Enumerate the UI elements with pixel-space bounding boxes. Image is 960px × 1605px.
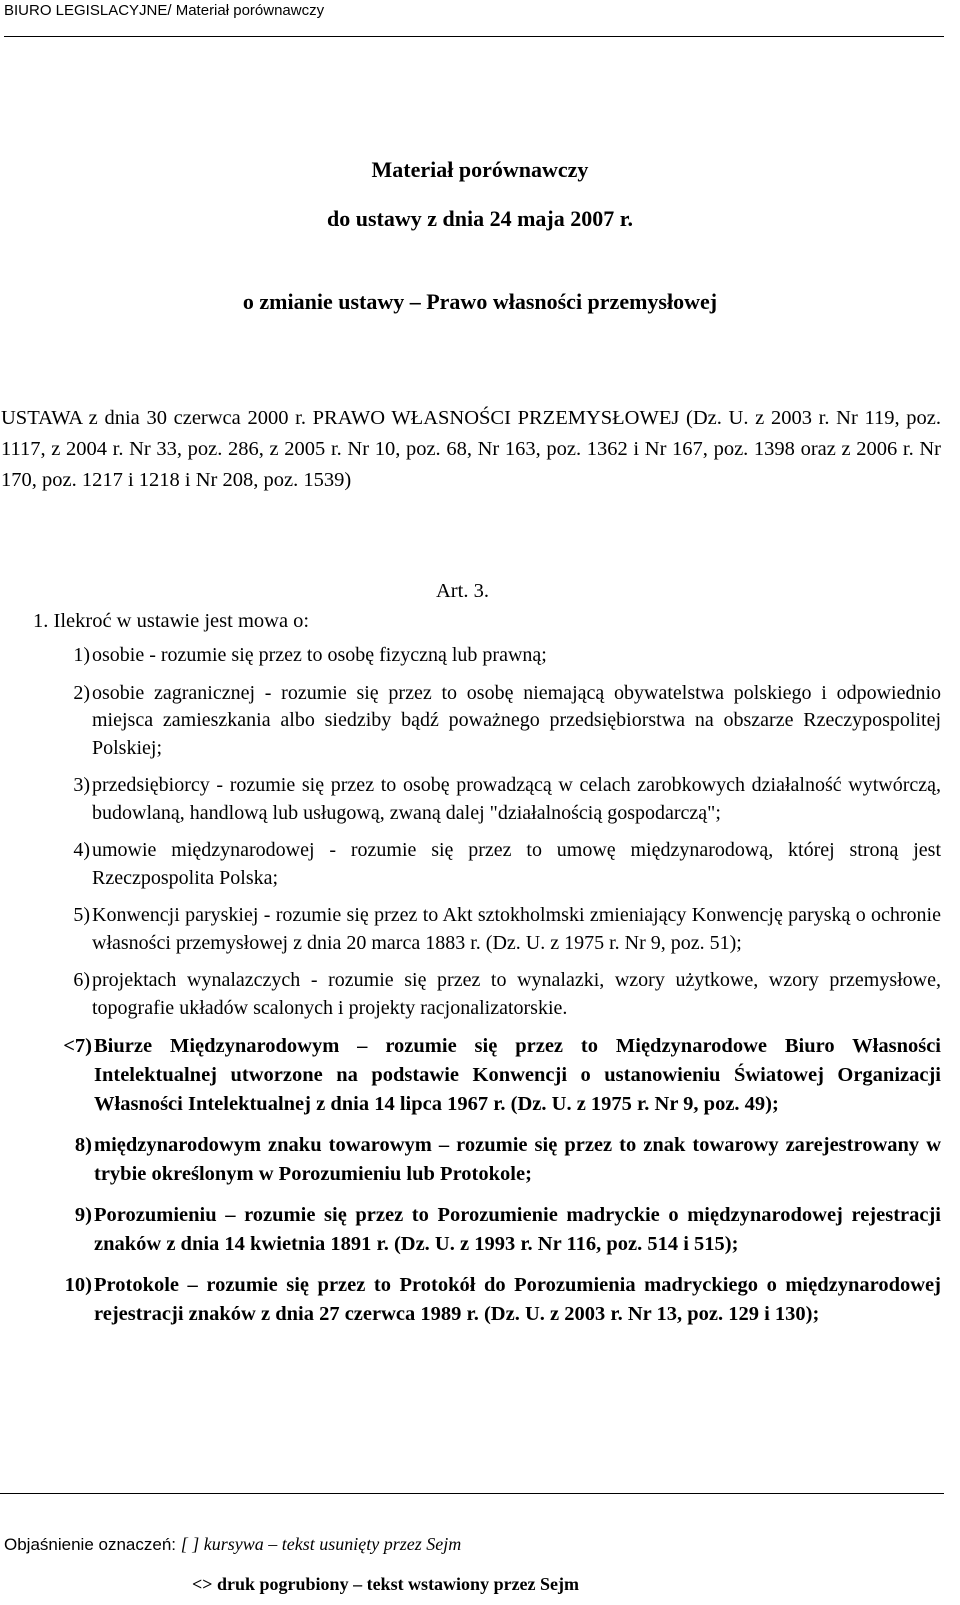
definitions-list [56, 642, 941, 1341]
item-text: Biurze Międzynarodowym – rozumie się przez to Międzynarodowe Biuro Własności Intelektualnej utworzone na podstawie Konwencji o ustanowieniu Światowej Organizacji Własności Intelektualnej z dnia 14 lipca 1967 r. (Dz. U. z 1975 r. Nr 9, poz. 49); [94, 1035, 941, 1115]
header-text: BIURO LEGISLACYJNE/ Materiał porównawczy [4, 2, 325, 19]
page-header [4, 0, 944, 37]
article-title: Art. 3. [436, 580, 489, 602]
item-number: <7) [63, 1035, 92, 1057]
list-item [56, 902, 941, 957]
legend-italic: [ ] kursywa – tekst usunięty przez Sejm [180, 1534, 462, 1554]
item-number: 3) [73, 774, 90, 796]
item-number: 6) [73, 969, 90, 991]
legend-bold: <> druk pogrubiony – tekst wstawiony przez Sejm [192, 1574, 580, 1594]
list-item [56, 837, 941, 892]
item-text: przedsiębiorcy - rozumie się przez to osobę prowadzącą w celach zarobkowych działalność wytwórczą, budowlaną, handlową lub usługową, zwaną dalej "działalnością gospodarczą"; [92, 774, 941, 824]
item-number: 10) [64, 1274, 92, 1296]
item-text: osobie - rozumie się przez to osobę fizyczną lub prawną; [92, 644, 547, 666]
item-text: Porozumieniu – rozumie się przez to Porozumienie madryckie o międzynarodowej rejestracji znaków z dnia 14 kwietnia 1891 r. (Dz. U. z 1993 r. Nr 116, poz. 514 i 515); [94, 1204, 941, 1255]
document-subtitle: do ustawy z dnia 24 maja 2007 r. [327, 206, 633, 231]
item-number: 8) [74, 1134, 92, 1156]
list-item-inserted [56, 1271, 941, 1329]
item-number: 9) [74, 1204, 92, 1226]
footer-divider [0, 1493, 944, 1494]
article-paragraph-1: 1. Ilekroć w ustawie jest mowa o: [33, 610, 310, 632]
list-item [56, 772, 941, 827]
item-text: międzynarodowym znaku towarowym – rozumie się przez to znak towarowy zarejestrowany w trybie określonym w Porozumieniu lub Protokole; [94, 1134, 941, 1185]
document-topic: o zmianie ustawy – Prawo własności przemysłowej [242, 289, 718, 314]
item-text: umowie międzynarodowej - rozumie się przez to umowę międzynarodową, której stroną jest Rzeczpospolita Polska; [92, 839, 941, 889]
list-item-inserted [56, 1032, 941, 1119]
list-item [56, 967, 941, 1022]
item-text: osobie zagranicznej - rozumie się przez to osobę niemającą obywatelstwa polskiego i odpowiednio miejsca zamieszkania albo siedziby bądź poważnego przedsiębiorstwa na obszarze Rzeczypospolitej Polskiej; [92, 681, 941, 759]
item-text: Konwencji paryskiej - rozumie się przez to Akt sztokholmski zmieniający Konwencję paryską o ochronie własności przemysłowej z dnia 20 marca 1883 r. (Dz. U. z 1975 r. Nr 9, poz. 51); [92, 904, 941, 954]
item-number: 4) [73, 839, 90, 861]
document-title: Materiał porównawczy [371, 157, 589, 182]
list-item [56, 642, 941, 670]
act-reference: USTAWA z dnia 30 czerwca 2000 r. PRAWO WŁASNOŚCI PRZEMYSŁOWEJ (Dz. U. z 2003 r. Nr 119, poz. 1117, z 2004 r. Nr 33, poz. 286, z 2005 r. Nr 10, poz. 68, Nr 163, poz. 1362 i Nr 167, poz. 1398 oraz z 2006 r. Nr 170, poz. 1217 i 1218 i Nr 208, poz. 1539) [1, 407, 941, 491]
list-item-inserted [56, 1131, 941, 1189]
item-number: 5) [73, 904, 90, 926]
item-text: Protokole – rozumie się przez to Protokół do Porozumienia madryckiego o międzynarodowej rejestracji znaków z dnia 27 czerwca 1989 r. (Dz. U. z 2003 r. Nr 13, poz. 129 i 130); [94, 1274, 941, 1325]
legend-label: Objaśnienie oznaczeń: [4, 1535, 177, 1554]
list-item [56, 680, 941, 763]
item-number: 2) [73, 681, 90, 704]
list-item-inserted [56, 1201, 941, 1259]
item-text: projektach wynalazczych - rozumie się przez to wynalazki, wzory użytkowe, wzory przemysłowe, topografie układów scalonych i projekty racjonalizatorskie. [92, 969, 941, 1019]
item-number: 1) [73, 644, 90, 666]
legend-line [4, 1534, 461, 1555]
